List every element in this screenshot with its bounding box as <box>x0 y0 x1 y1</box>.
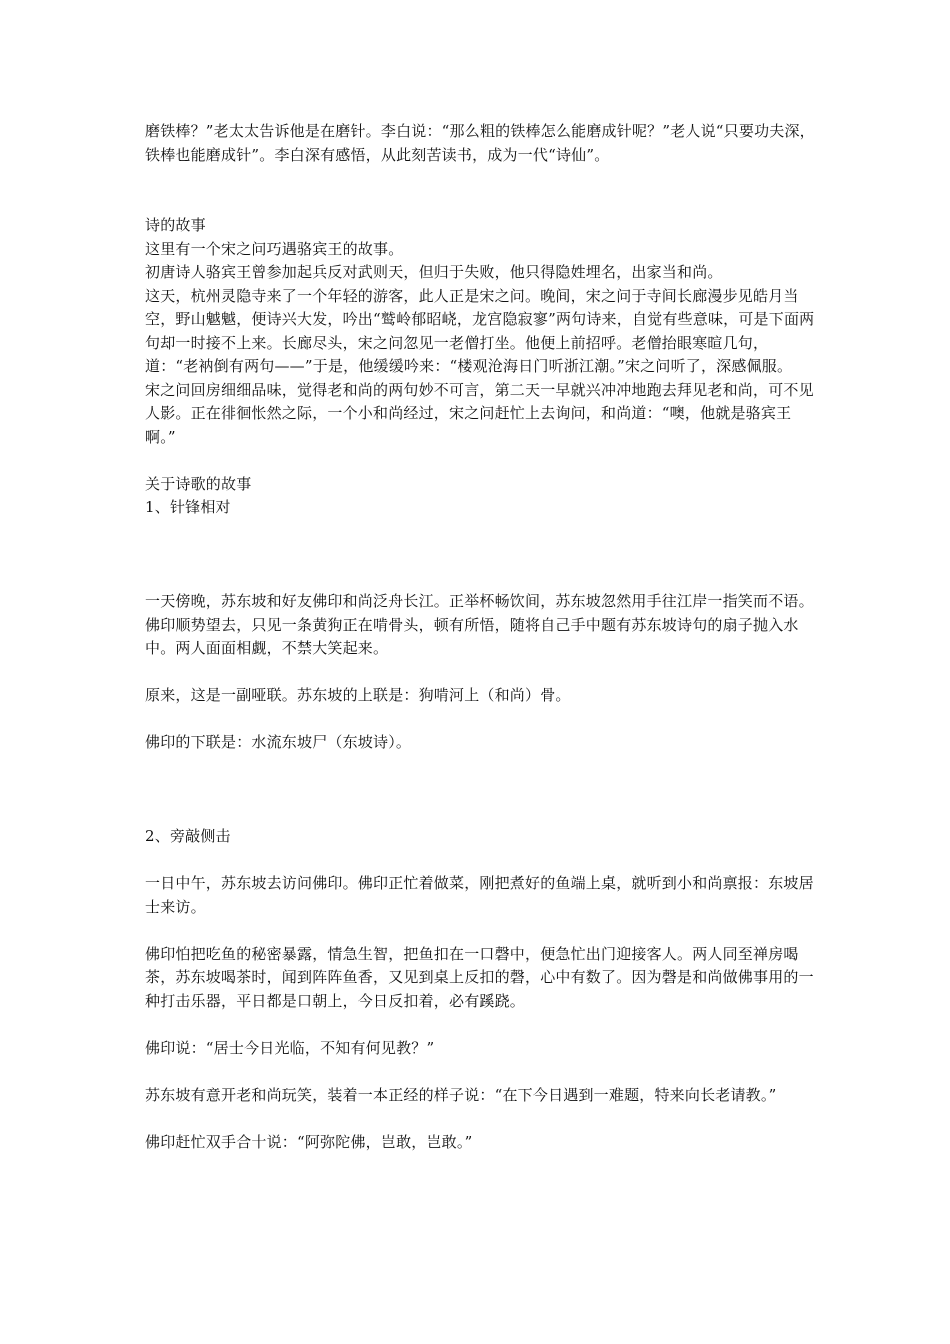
spacer <box>145 449 815 473</box>
paragraph: 一天傍晚，苏东坡和好友佛印和尚泛舟长江。正举杯畅饮间，苏东坡忽然用手往江岸一指笑而不语。佛印顺势望去，只见一条黄狗正在啃骨头，顿有所悟，随将自己手中题有苏东坡诗句的扇子抛入水中。两人面面相觑，不禁大笑起来。 <box>145 592 814 657</box>
intro-paragraph: 磨铁棒？”老太太告诉他是在磨针。李白说：“那么粗的铁棒怎么能磨成针呢？”老人说“只要功夫深，铁棒也能磨成针”。李白深有感悟，从此刻苦读书，成为一代“诗仙”。 <box>145 122 815 164</box>
spacer <box>145 520 815 567</box>
spacer <box>145 919 815 943</box>
paragraph: 原来，这是一副哑联。苏东坡的上联是：狗啃河上（和尚）骨。 <box>145 686 571 704</box>
paragraph: 苏东坡有意开老和尚玩笑，装着一本正经的样子说：“在下今日遇到一难题，特来向长老请教。” <box>145 1085 777 1104</box>
spacer <box>145 708 815 732</box>
paragraph: 佛印说：“居士今日光临，不知有何见教？” <box>145 1038 435 1057</box>
paragraph: 宋之问回房细细品味，觉得老和尚的两句妙不可言，第二天一早就兴冲冲地跑去拜见老和尚，可不见人影。正在徘徊怅然之际，一个小和尚经过，宋之问赶忙上去询问，和尚道：“噢，他就是骆宾王啊。” <box>145 380 814 446</box>
section-title: 关于诗歌的故事 <box>145 474 252 493</box>
paragraph: 佛印怕把吃鱼的秘密暴露，情急生智，把鱼扣在一口磬中，便急忙出门迎接客人。两人同至禅房喝茶，苏东坡喝茶时，闻到阵阵鱼香，又见到桌上反扣的磬，心中有数了。因为磬是和尚做佛事用的一种打击乐器，平日都是口朝上，今日反扣着，必有蹊跷。 <box>145 944 814 1010</box>
document-page <box>145 120 815 1154</box>
spacer <box>145 1013 815 1037</box>
paragraph: 一日中午，苏东坡去访问佛印。佛印正忙着做菜，刚把煮好的鱼端上桌，就听到小和尚禀报：东坡居士来访。 <box>145 874 814 916</box>
spacer <box>145 1107 815 1131</box>
paragraph: 这里有一个宋之问巧遇骆宾王的故事。 <box>145 239 404 258</box>
section-title: 诗的故事 <box>145 216 206 234</box>
paragraph: 这天，杭州灵隐寺来了一个年轻的游客，此人正是宋之问。晚间，宋之问于寺间长廊漫步见皓月当空，野山魆魆，便诗兴大发，吟出“鹫岭郁昭峣，龙宫隐寂寥”两句诗来，自觉有些意味，可是下面两句却一时接不上来。长廊尽头，宋之问忽见一老僧打坐。他便上前招呼。老僧抬眼寒暄几句，道：“老衲倒有两句——”于是，他缓缓吟来：“楼观沧海日门听浙江潮。”宋之问听了，深感佩服。 <box>145 286 815 375</box>
spacer <box>145 755 815 802</box>
subsection-heading: 1、针锋相对 <box>145 498 231 516</box>
spacer <box>145 1060 815 1084</box>
spacer <box>145 802 815 826</box>
paragraph: 佛印的下联是：水流东坡尸（东坡诗）。 <box>145 733 412 751</box>
spacer <box>145 661 815 685</box>
spacer <box>145 567 815 591</box>
paragraph: 佛印赶忙双手合十说：“阿弥陀佛，岂敢，岂敢。” <box>145 1132 473 1151</box>
spacer <box>145 191 815 215</box>
subsection-heading: 2、旁敲侧击 <box>145 827 231 845</box>
paragraph: 初唐诗人骆宾王曾参加起兵反对武则天，但归于失败，他只得隐姓埋名，出家当和尚。 <box>145 263 723 281</box>
spacer <box>145 849 815 873</box>
spacer <box>145 167 815 191</box>
